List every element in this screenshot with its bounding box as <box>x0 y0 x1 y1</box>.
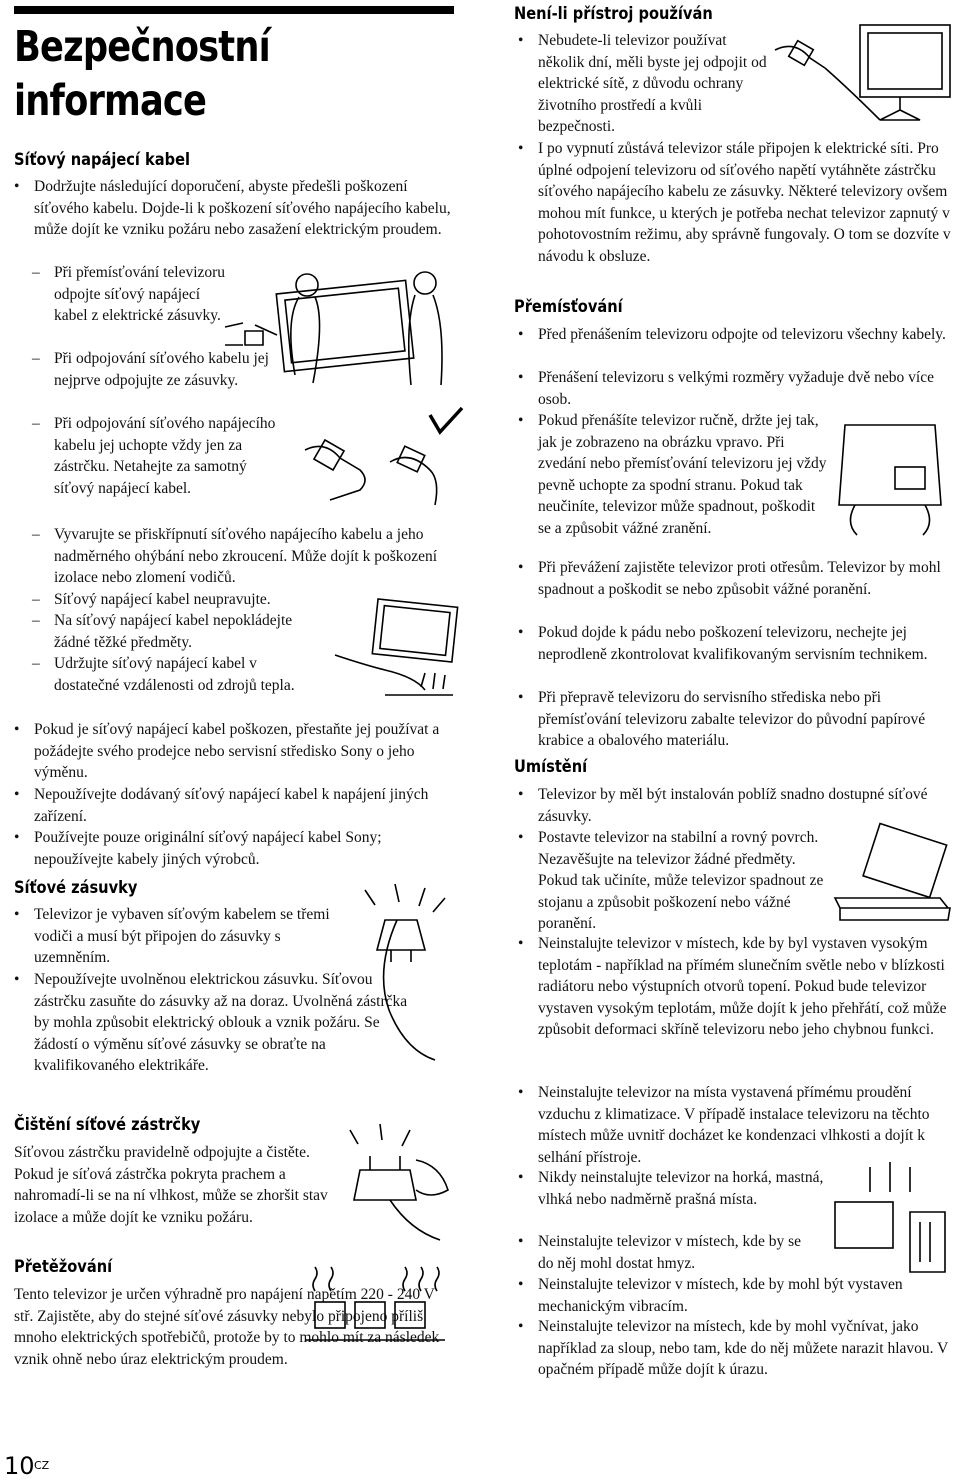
power-cord-dash-3: – Při odpojování síťového napájecího kabelu jej uchopte vždy jen za zástrčku. Netahejte za samotný síťový napájecí kabel. <box>54 413 286 499</box>
not-using-bullet-2: • I po vypnutí zůstává televizor stále připojen k elektrické síti. Pro úplné odpojení televizoru od síťového napětí vytáhněte zástrčku síťového napájecího kabelu ze zásuvky. Některé televizory ovšem mohou mít funkce, u kterých je potřeba nechat televizor zapnutý v pohotovostním režimu, aby správně fungovaly. O tom se dozvíte v návodu k obsluze. <box>538 138 958 268</box>
placement-bullet-2: • Postavte televizor na stabilní a rovný povrch. Nezavěšujte na televizor žádné předměty. Pokud tak učiníte, může televizor spadnout ze stojanu a způsobit poškození nebo vážné poranění. <box>538 827 828 935</box>
overloaded-outlet-illustration <box>295 1262 460 1352</box>
placement-bullet-4: • Neinstalujte televizor na místa vystavená přímému proudění vzduchu z klimatizace. V případě instalace televizoru na těchto místech může uvnitř docházet ke kondenzaci vlhkosti a dojít k selhání přístroje. <box>538 1082 958 1168</box>
not-using-bullet-1: • Nebudete-li televizor používat několik dní, měli byste jej odpojit od elektrické sítě, z důvodu ochrany životního prostředí a kvůli bezpečnosti. <box>538 30 768 138</box>
moving-bullet-3: • Pokud přenášíte televizor ručně, držte jej tak, jak je zobrazeno na obrázku vpravo. Při zvedání nebo přemísťování televizoru jej vždy pevně uchopte za spodní stranu. Pokud tak neučiníte, televizor může spadnout, poškodit se a způsobit vážné zranění. <box>538 410 830 540</box>
power-cord-bullet-2: • Pokud je síťový napájecí kabel poškozen, přestaňte jej používat a požádejte svého prodejce nebo servisní středisko Sony o jeho výměnu. <box>34 719 452 784</box>
placement-bullet-8: • Neinstalujte televizor na místech, kde by mohl vyčnívat, jako například za sloup, nebo tam, kde do něj můžete narazit hlavou. V opačném případě může dojít k úrazu. <box>538 1316 958 1381</box>
cleaning-text: Síťovou zástrčku pravidelně odpojujte a čistěte. Pokud je síťová zástrčka pokryta prachem a nahromadí-li se na ní vlhkost, může se zhoršit stav izolace a může dojít ke vzniku požáru. <box>14 1144 328 1226</box>
placement-bullet-3: • Neinstalujte televizor v místech, kde by byl vystaven vysokým teplotám - například na přímém slunečním světle nebo v blízkosti radiátoru nebo výstupních otvorů topení. Pokud bude televizor vystaven vysokým teplotám, může dojít k jeho přehřátí, což může způsobit deformaci skříně televizoru nebo jeho chybnou funkci. <box>538 933 958 1041</box>
moving-bullet-6: • Při přepravě televizoru do servisního střediska nebo při přemísťování televizoru zabalte televizor do původní papírové krabice a obalového materiálu. <box>538 687 958 752</box>
power-cord-dash-5: – Síťový napájecí kabel neupravujte. <box>54 589 354 611</box>
page-number: 10 <box>4 1452 35 1480</box>
overload-text: Tento televizor je určen výhradně pro napájení napětím 220 - 240 V stř. Zajistěte, aby do stejné síťové zásuvky nebylo připojeno příliš mnoho elektrických spotřebičů, protože by to mohlo mít za následek vznik ohně nebo úraz elektrickým proudem. <box>14 1286 440 1368</box>
power-cord-dash-6: – Na síťový napájecí kabel nepokládejte žádné těžké předměty. <box>54 610 324 653</box>
cord-near-heat-illustration <box>325 595 460 705</box>
cleaning-plug-illustration <box>330 1120 455 1250</box>
power-cord-bullet-4: • Používejte pouze originální síťový napájecí kabel Sony; nepoužívejte kabely jiných výrobců. <box>34 827 452 870</box>
placement-bullet-6: • Neinstalujte televizor v místech, kde by se do něj mohl dostat hmyz. <box>538 1231 818 1274</box>
tv-held-from-bottom-illustration <box>835 405 950 540</box>
not-using-heading: Není-li přístroj používán <box>514 4 713 24</box>
page-title: Bezpečnostní informace <box>14 22 270 126</box>
placement-bullet-7: • Neinstalujte televizor v místech, kde by mohl být vystaven mechanickým vibracím. <box>538 1274 958 1317</box>
two-people-carrying-tv-illustration <box>215 265 460 390</box>
power-cord-dash-7: – Udržujte síťový napájecí kabel v dostatečné vzdálenosti od zdrojů tepla. <box>54 653 324 696</box>
language-code: CZ <box>34 1459 50 1472</box>
placement-bullet-5: • Nikdy neinstalujte televizor na horká, mastná, vlhká nebo nadměrně prašná místa. <box>538 1167 828 1210</box>
unplugged-tv-illustration <box>770 20 955 140</box>
unplug-by-plug-illustration <box>300 410 470 510</box>
outlets-bullet-1: • Televizor je vybaven síťovým kabelem se třemi vodiči a musí být připojen do zásuvky s uzemněním. <box>34 904 342 969</box>
placement-heading: Umístění <box>514 757 588 777</box>
unstable-tv-illustration <box>830 828 955 928</box>
placement-bullet-1: • Televizor by měl být instalován poblíž snadno dostupné síťové zásuvky. <box>538 784 958 827</box>
power-cord-heading: Síťový napájecí kabel <box>14 150 191 170</box>
power-cord-dash-1: – Při přemísťování televizoru odpojte síťový napájecí kabel z elektrické zásuvky. <box>54 262 234 327</box>
moving-bullet-1: • Před přenášením televizoru odpojte od televizoru všechny kabely. <box>538 324 958 346</box>
moving-heading: Přemísťování <box>514 297 623 317</box>
grounded-plug-illustration <box>345 880 460 1065</box>
power-cord-dash-2: – Při odpojování síťového kabelu jej nejprve odpojujte ze zásuvky. <box>54 348 274 391</box>
overload-heading: Přetěžování <box>14 1257 113 1277</box>
power-cord-intro: • Dodržujte následující doporučení, abyste předešli poškození síťového kabelu. Dojde-li k poškození síťového napájecího kabelu, může dojít ke vzniku požáru nebo zasažení elektrickým proudem. <box>34 176 452 241</box>
title-rule <box>14 6 454 14</box>
outlets-heading: Síťové zásuvky <box>14 878 138 898</box>
moving-bullet-4: • Při převážení zajistěte televizor proti otřesům. Televizor by mohl spadnout a poškodit se nebo způsobit vážné poranění. <box>538 557 958 600</box>
moving-bullet-2: • Přenášení televizoru s velkými rozměry vyžaduje dvě nebo více osob. <box>538 367 958 410</box>
cleaning-heading: Čištění síťové zástrčky <box>14 1115 201 1135</box>
power-cord-bullet-3: • Nepoužívejte dodávaný síťový napájecí kabel k napájení jiných zařízení. <box>34 784 452 827</box>
dusty-moist-location-illustration <box>830 1162 955 1282</box>
outlets-bullet-2: • Nepoužívejte uvolněnou elektrickou zásuvku. Síťovou zástrčku zasuňte do zásuvky až na doraz. Uvolněná zástrčka by mohla způsobit elektrický oblouk a vznik požáru. Se žádostí o výměnu síťové zásuvky se obraťte na kvalifikovaného elektrikáře. <box>34 969 414 1077</box>
power-cord-dash-4: – Vyvarujte se přiskřípnutí síťového napájecího kabelu a jeho nadměrného ohýbání nebo zkroucení. Může dojít k poškození izolace nebo zlomení vodičů. <box>54 524 454 589</box>
moving-bullet-5: • Pokud dojde k pádu nebo poškození televizoru, nechejte jej neprodleně zkontrolovat kvalifikovaným servisním technikem. <box>538 622 958 665</box>
